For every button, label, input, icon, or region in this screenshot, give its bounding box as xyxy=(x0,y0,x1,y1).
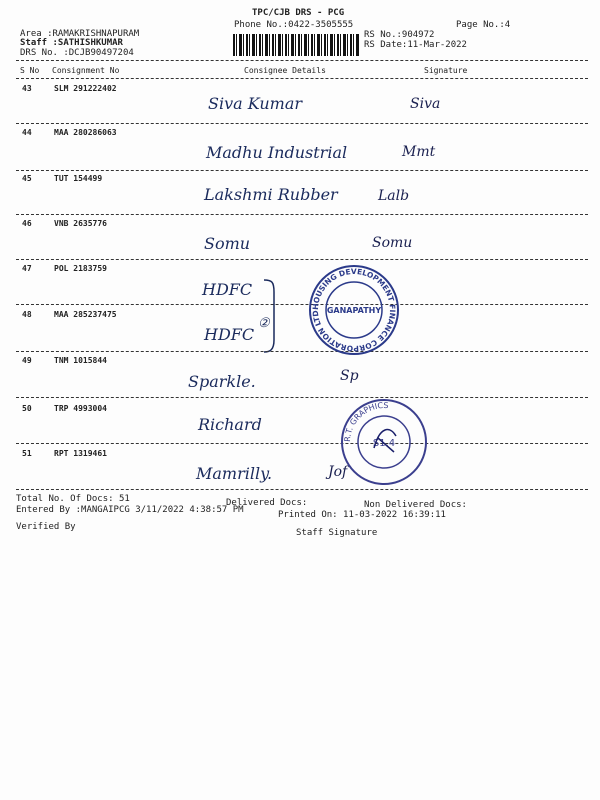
column-header-sno: S No xyxy=(20,66,40,75)
verified-by: Verified By xyxy=(16,522,76,532)
handwritten-signature: Jof xyxy=(328,464,348,480)
printed-on: Printed On: 11-03-2022 16:39:11 xyxy=(278,510,446,520)
row-consignment: POL 2183759 xyxy=(54,264,107,273)
row-divider xyxy=(16,123,588,124)
handwritten-signature: Lalb xyxy=(378,188,410,204)
rs-date: RS Date:11-Mar-2022 xyxy=(364,40,467,50)
company-stamp xyxy=(338,396,430,488)
row-divider xyxy=(16,397,588,398)
row-divider xyxy=(16,214,588,215)
staff-label: Staff :SATHISHKUMAR xyxy=(20,38,123,48)
row-sno: 46 xyxy=(22,219,32,228)
phone-number: Phone No.:0422-3505555 xyxy=(234,20,354,30)
handwritten-consignee: HDFC xyxy=(204,325,255,344)
row-divider xyxy=(16,259,588,260)
handwritten-consignee: HDFC xyxy=(202,280,253,299)
hdfc-stamp-center-text: GANAPATHY xyxy=(326,306,382,315)
handwritten-signature: Sp xyxy=(340,368,359,384)
handwritten-consignee: Lakshmi Rubber xyxy=(204,185,338,204)
company-stamp-ring-text: R.T. GRAPHICS xyxy=(342,400,389,443)
row-divider xyxy=(16,489,588,490)
handwritten-signature: Siva xyxy=(410,96,441,112)
non-delivered-docs: Non Delivered Docs: xyxy=(364,500,467,510)
total-docs: Total No. Of Docs: 51 xyxy=(16,494,130,504)
row-consignment: TNM 1015844 xyxy=(54,356,107,365)
row-consignment: RPT 1319461 xyxy=(54,449,107,458)
page-number: Page No.:4 xyxy=(456,20,511,30)
handwritten-consignee: Richard xyxy=(198,415,262,434)
brace-mark xyxy=(262,278,282,354)
svg-text:R.T. GRAPHICS xyxy=(343,401,389,442)
row-divider xyxy=(16,351,588,352)
row-sno: 51 xyxy=(22,449,32,458)
row-sno: 49 xyxy=(22,356,32,365)
row-divider xyxy=(16,304,588,305)
column-header-signature: Signature xyxy=(424,66,468,75)
row-consignment: MAA 285237475 xyxy=(54,310,117,319)
column-header-consignee: Consignee Details xyxy=(244,66,326,75)
delivered-docs: Delivered Docs: xyxy=(226,498,308,508)
barcode xyxy=(233,34,359,56)
hdfc-count-mark: ② xyxy=(258,316,270,331)
divider xyxy=(16,78,588,79)
handwritten-consignee: Madhu Industrial xyxy=(206,143,348,162)
handwritten-consignee: Siva Kumar xyxy=(208,94,303,113)
rs-number: RS No.:904972 xyxy=(364,30,435,40)
row-divider xyxy=(16,443,588,444)
handwritten-signature: Mmt xyxy=(402,144,436,160)
row-consignment: VNB 2635776 xyxy=(54,219,107,228)
company-stamp-center-text: S1.4 xyxy=(372,438,396,449)
row-sno: 45 xyxy=(22,174,32,183)
divider xyxy=(16,60,588,61)
row-consignment: TRP 4993004 xyxy=(54,404,107,413)
area-label: Area :RAMAKRISHNAPURAM xyxy=(20,29,140,39)
handwritten-consignee: Mamrilly. xyxy=(196,464,273,483)
row-sno: 44 xyxy=(22,128,32,137)
drs-number: DRS No. :DCJB90497204 xyxy=(20,48,134,58)
row-sno: 48 xyxy=(22,310,32,319)
column-header-consignment: Consignment No xyxy=(52,66,120,75)
row-consignment: TUT 154499 xyxy=(54,174,103,183)
handwritten-signature: Somu xyxy=(372,235,413,251)
row-consignment: SLM 291222402 xyxy=(54,84,117,93)
entered-by: Entered By :MANGAIPCG 3/11/2022 4:38:57 PM xyxy=(16,505,244,515)
document-title: TPC/CJB DRS - PCG xyxy=(252,8,345,18)
row-sno: 50 xyxy=(22,404,32,413)
handwritten-consignee: Sparkle. xyxy=(188,372,256,391)
staff-signature-label: Staff Signature xyxy=(296,528,378,538)
handwritten-consignee: Somu xyxy=(204,234,251,253)
row-sno: 43 xyxy=(22,84,32,93)
row-consignment: MAA 280286063 xyxy=(54,128,117,137)
row-sno: 47 xyxy=(22,264,32,273)
row-divider xyxy=(16,170,588,171)
hdfc-stamp-ring-text: HOUSING DEVELOPMENT FINANCE CORPORATION LTD xyxy=(310,266,398,354)
hdfc-stamp xyxy=(306,262,402,358)
